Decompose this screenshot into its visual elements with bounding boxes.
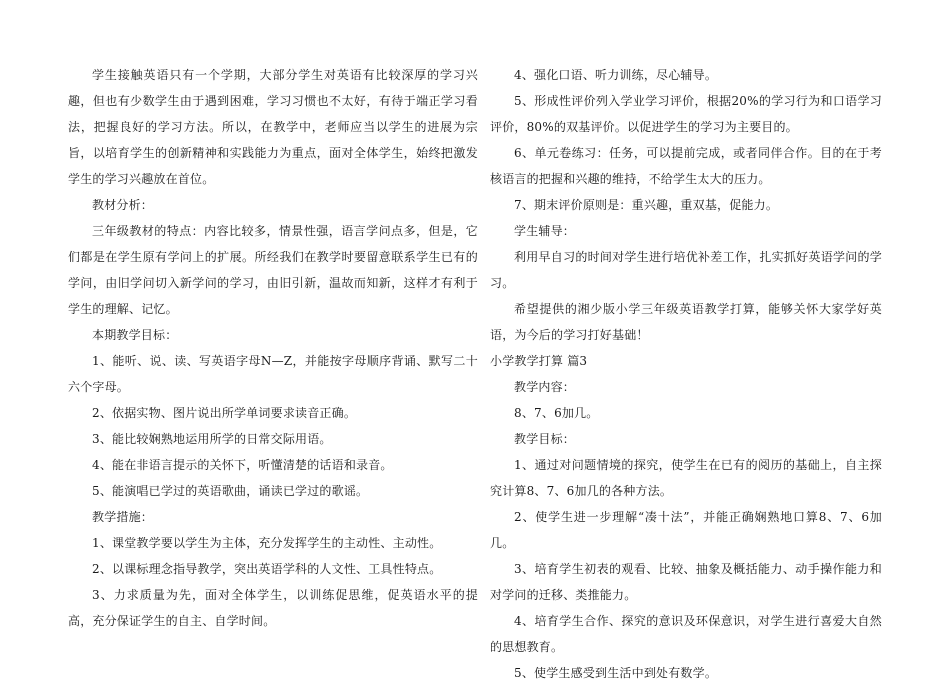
paragraph: 希望提供的湘少版小学三年级英语教学打算，能够关怀大家学好英语，为今后的学习打好基础！	[490, 302, 882, 342]
section-label: 学生辅导：	[514, 224, 576, 238]
list-item: 3、力求质量为先，面对全体学生，以训练促思维，促英语水平的提高，充分保证学生的自主、自学时间。	[68, 588, 478, 628]
section-label: 教学措施：	[92, 510, 154, 524]
list-item: 4、培育学生合作、探究的意识及环保意识，对学生进行喜爱大自然的思想教育。	[490, 614, 882, 654]
list-item: 1、课堂教学要以学生为主体，充分发挥学生的主动性、主动性。	[92, 536, 442, 550]
left-column	[68, 62, 478, 634]
list-item: 5、形成性评价列入学业学习评价，根据20%的学习行为和口语学习评价，80%的双基评价。以促进学生的学习为主要目的。	[490, 94, 882, 134]
paragraph: 三年级教材的特点：内容比较多，情景性强，语言学问点多，但是，它们都是在学生原有学问上的扩展。所经我们在教学时要留意联系学生已有的学问，由旧学问切入新学问的学习，由旧引新，温故而知新，这样才有利于学生的理解、记忆。	[68, 224, 478, 316]
list-item: 1、通过对问题情境的探究，使学生在已有的阅历的基础上，自主探究计算8、7、6加几的各种方法。	[490, 458, 882, 498]
list-item: 2、使学生进一步理解“凑十法”，并能正确娴熟地口算8、7、6加几。	[490, 510, 882, 550]
section-label: 教材分析：	[92, 198, 154, 212]
list-item: 6、单元卷练习：任务，可以提前完成，或者同伴合作。目的在于考核语言的把握和兴趣的维持，不给学生太大的压力。	[490, 146, 882, 186]
paragraph: 学生接触英语只有一个学期，大部分学生对英语有比较深厚的学习兴趣，但也有少数学生由于遇到困难，学习习惯也不太好，有待于端正学习看法，把握良好的学习方法。所以，在教学中，老师应当以学生的进展为宗旨，以培育学生的创新精神和实践能力为重点，面对全体学生，始终把激发学生的学习兴趣放在首位。	[68, 68, 478, 186]
paragraph: 8、7、6加几。	[514, 406, 599, 420]
list-item: 5、能演唱已学过的英语歌曲，诵读已学过的歌谣。	[92, 484, 369, 498]
right-column	[490, 62, 882, 686]
list-item: 2、依据实物、图片说出所学单词要求读音正确。	[92, 406, 357, 420]
section-label: 教学目标：	[514, 432, 576, 446]
section-label: 教学内容：	[514, 380, 576, 394]
list-item: 4、能在非语言提示的关怀下，听懂清楚的话语和录音。	[92, 458, 393, 472]
list-item: 3、能比较娴熟地运用所学的日常交际用语。	[92, 432, 332, 446]
section-label: 本期教学目标：	[92, 328, 178, 342]
section-heading: 小学教学打算 篇3	[490, 354, 588, 368]
list-item: 7、期末评价原则是：重兴趣，重双基，促能力。	[514, 198, 779, 212]
list-item: 1、能听、说、读、写英语字母N—Z，并能按字母顺序背诵、默写二十六个字母。	[68, 354, 478, 394]
list-item: 4、强化口语、听力训练，尽心辅导。	[514, 68, 718, 82]
list-item: 3、培育学生初表的观看、比较、抽象及概括能力、动手操作能力和对学问的迁移、类推能力。	[490, 562, 882, 602]
list-item: 5、使学生感受到生活中到处有数学。	[514, 666, 718, 680]
paragraph: 利用早自习的时间对学生进行培优补差工作，扎实抓好英语学问的学习。	[490, 250, 882, 290]
list-item: 2、以课标理念指导教学，突出英语学科的人文性、工具性特点。	[92, 562, 442, 576]
